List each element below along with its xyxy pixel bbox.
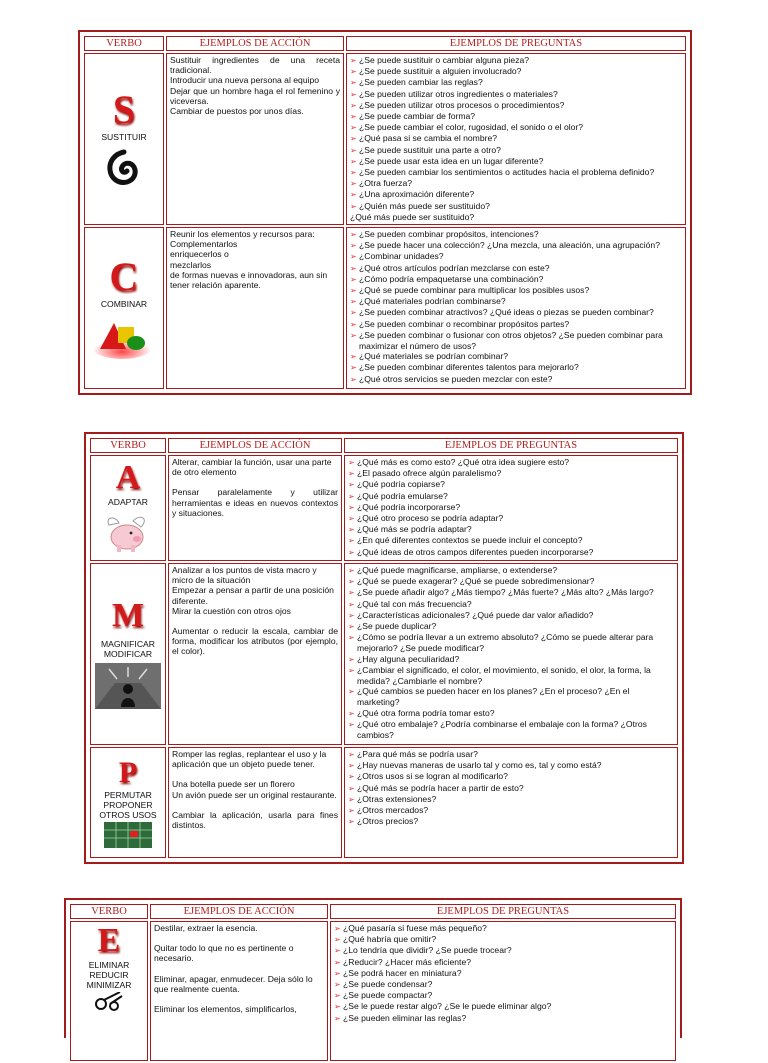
action-item: enriquecerlos o <box>170 249 229 260</box>
verb-name-e-1: ELIMINAR <box>88 960 130 970</box>
header-preguntas: EJEMPLOS DE PREGUNTAS <box>344 438 678 453</box>
question-item: ➢ ¿Qué otros servicios se pueden mezclar con este? <box>350 373 553 384</box>
verb-cell-s <box>84 53 164 225</box>
arrow-bullet-icon: ➢ <box>350 179 357 189</box>
verb-cell-p <box>90 747 166 858</box>
question-item: ➢ ¿Se puede sustituir a alguien involucrado? <box>350 66 522 77</box>
action-item: Empezar a pensar a partir de una posición diferente. <box>172 585 334 606</box>
arrow-bullet-icon: ➢ <box>350 241 357 251</box>
questions-cell-a <box>344 455 678 561</box>
actions-cell-s <box>166 53 344 225</box>
arrow-bullet-icon: ➢ <box>350 123 357 133</box>
question-item: ➢ ¿Qué otra forma podría tomar esto? <box>348 707 495 718</box>
arrow-bullet-icon: ➢ <box>348 687 355 697</box>
question-item: ➢ ¿Cambiar el significado, el color, el movimiento, el sonido, el olor, la forma, la medida? ¿Cambiarle el nombre? <box>348 664 651 687</box>
question-item: ➢ ¿Se puede condensar? <box>334 979 433 990</box>
arrow-bullet-icon: ➢ <box>348 633 355 643</box>
question-item: ➢ ¿Qué pasa si se cambia el nombre? <box>350 133 498 144</box>
arrow-bullet-icon: ➢ <box>348 817 355 827</box>
question-item: ➢ ¿Cómo se podría llevar a un extremo absoluto? ¿Cómo se puede alterar para mejorarlo? ¿Se puede modificar? <box>348 632 654 654</box>
question-item: ➢ ¿Qué podría emularse? <box>348 490 448 501</box>
actions-cell-c <box>166 227 344 389</box>
question-item: ➢ ¿Se puede añadir algo? ¿Más tiempo? ¿Más fuerte? ¿Más alto? ¿Más largo? <box>348 587 654 598</box>
header-verbo: VERBO <box>90 438 166 453</box>
question-item: ➢ ¿Otra fuerza? <box>350 178 413 189</box>
question-item: ➢ ¿Se le puede restar algo? ¿Se le puede eliminar algo? <box>334 1001 552 1012</box>
question-item: ➢ ¿Se pueden combinar diferentes talentos para mejorarlo? <box>350 362 579 373</box>
verb-name-p-3: OTROS USOS <box>99 809 157 820</box>
question-item: ➢ ¿Qué más se podría hacer a partir de esto? <box>348 782 524 793</box>
verb-name-e-2: REDUCIR <box>89 970 129 980</box>
question-item: ➢ ¿Hay nuevas maneras de usarlo tal y como es, tal y como está? <box>348 760 602 771</box>
verb-name-m-1: MAGNIFICAR <box>101 639 155 649</box>
question-item: ➢ ¿Reducir? ¿Hacer más eficiente? <box>334 956 471 967</box>
arrow-bullet-icon: ➢ <box>350 252 357 262</box>
arrow-bullet-icon: ➢ <box>334 991 341 1001</box>
arrow-bullet-icon: ➢ <box>348 458 355 467</box>
question-item: ➢ ¿Quién más puede ser sustituido? <box>350 200 490 211</box>
arrow-bullet-icon: ➢ <box>334 935 341 945</box>
arrow-bullet-icon: ➢ <box>348 566 355 575</box>
question-item: ➢ ¿Qué se puede exagerar? ¿Qué se puede sobredimensionar? <box>348 576 595 587</box>
perspective-figure-icon <box>95 663 161 709</box>
question-item: ➢ ¿Otras extensiones? <box>348 793 437 804</box>
action-item: Analizar a los puntos de vista macro y micro de la situación <box>172 565 317 586</box>
question-item: ➢ ¿Se puede compactar? <box>334 990 433 1001</box>
arrow-bullet-icon: ➢ <box>348 491 355 501</box>
question-item: ➢ ¿Se pueden cambiar los sentimientos o actitudes hacia el problema definido? <box>350 167 655 178</box>
question-item: ➢ ¿En qué diferentes contextos se puede incluir el concepto? <box>348 535 583 546</box>
action-item: Aumentar o reducir la escala, cambiar de forma, modificar los atributos (por ejemplo, el color). <box>172 626 338 657</box>
actions-cell-m <box>168 563 342 745</box>
header-acciones: EJEMPLOS DE ACCIÓN <box>168 438 342 453</box>
letter-m: M <box>111 597 145 634</box>
arrow-bullet-icon: ➢ <box>350 308 357 318</box>
verb-cell-e <box>70 921 148 1061</box>
arrow-bullet-icon: ➢ <box>350 330 357 340</box>
questions-cell-c <box>346 227 686 389</box>
arrow-bullet-icon: ➢ <box>350 56 357 65</box>
question-item: ➢ ¿Se puede sustituir o cambiar alguna pieza? <box>350 55 530 65</box>
arrow-bullet-icon: ➢ <box>350 168 357 178</box>
arrow-bullet-icon: ➢ <box>348 783 355 793</box>
arrow-bullet-icon: ➢ <box>348 480 355 490</box>
question-item: ➢ ¿Lo tendría que dividir? ¿Se puede trocear? <box>334 945 512 956</box>
question-item: ¿Qué más puede ser sustituido? <box>350 211 475 222</box>
question-item: ➢ ¿Se pueden eliminar las reglas? <box>334 1012 467 1023</box>
question-item: ➢ ¿Qué tal con más frecuencia? <box>348 598 472 609</box>
arrow-bullet-icon: ➢ <box>350 78 357 88</box>
arrow-bullet-icon: ➢ <box>348 502 355 512</box>
arrow-bullet-icon: ➢ <box>350 230 357 239</box>
arrow-bullet-icon: ➢ <box>334 1002 341 1012</box>
question-item: ➢ ¿Se pueden combinar o recombinar propósitos partes? <box>350 318 570 329</box>
verb-name-a: ADAPTAR <box>108 497 148 507</box>
actions-cell-e <box>150 921 328 1061</box>
question-item: ➢ ¿Se podrá hacer en miniatura? <box>334 967 462 978</box>
action-item: Romper las reglas, replantear el uso y la aplicación que un objeto puede tener. <box>172 749 327 770</box>
question-item: ➢ ¿Otros usos si se logran al modificarlo? <box>348 771 508 782</box>
arrow-bullet-icon: ➢ <box>350 319 357 329</box>
action-item: mezclarlos <box>170 259 212 270</box>
winged-pig-icon <box>103 511 153 555</box>
action-item: Introducir una nueva persona al equipo <box>170 75 320 86</box>
actions-cell-p <box>168 747 342 858</box>
action-item: Un avión puede ser un original restaurante. <box>172 789 337 800</box>
arrow-bullet-icon: ➢ <box>348 708 355 718</box>
action-item: Complementarlos <box>170 239 238 250</box>
arrow-bullet-icon: ➢ <box>350 190 357 200</box>
questions-cell-s <box>346 53 686 225</box>
question-item: ➢ ¿Se puede cambiar de forma? <box>350 111 476 122</box>
action-item: Alterar, cambiar la función, usar una parte de otro elemento <box>172 457 332 478</box>
arrow-bullet-icon: ➢ <box>350 274 357 284</box>
action-item: Reunir los elementos y recursos para: <box>170 229 315 239</box>
letter-s: S <box>112 87 136 132</box>
arrow-bullet-icon: ➢ <box>348 469 355 479</box>
questions-cell-e <box>330 921 676 1061</box>
scamper-table-1 <box>78 30 692 395</box>
header-acciones: EJEMPLOS DE ACCIÓN <box>150 904 328 919</box>
question-item: ➢ ¿Qué se puede combinar para multiplicar los posibles usos? <box>350 285 590 296</box>
shapes-icon <box>92 313 156 359</box>
question-item: ➢ ¿Qué puede magnificarse, ampliarse, o extenderse? <box>348 565 558 575</box>
question-item: ➢ ¿Qué podría copiarse? <box>348 479 445 490</box>
arrow-bullet-icon: ➢ <box>348 750 355 759</box>
actions-cell-a <box>168 455 342 561</box>
scissors-icon <box>92 992 126 1012</box>
question-item: ➢ ¿Qué podría incorporarse? <box>348 501 461 512</box>
header-preguntas: EJEMPLOS DE PREGUNTAS <box>346 36 686 51</box>
action-item: Cambiar de puestos por unos días. <box>170 106 304 117</box>
verb-name-m-2: MODIFICAR <box>103 649 153 659</box>
arrow-bullet-icon: ➢ <box>348 794 355 804</box>
question-item: ➢ ¿Se puede sustituir una parte a otro? <box>350 144 501 155</box>
question-item: ➢ ¿Se pueden combinar atractivos? ¿Qué ideas o piezas se pueden combinar? <box>350 307 654 318</box>
question-item: ➢ ¿Qué ideas de otros campos diferentes pueden incorporarse? <box>348 546 594 557</box>
arrow-bullet-icon: ➢ <box>348 719 355 729</box>
arrow-bullet-icon: ➢ <box>348 599 355 609</box>
arrow-bullet-icon: ➢ <box>350 145 357 155</box>
arrow-bullet-icon: ➢ <box>348 772 355 782</box>
verb-name-e-3: MINIMIZAR <box>86 980 132 990</box>
arrow-bullet-icon: ➢ <box>350 263 357 273</box>
letter-e: E <box>97 922 121 959</box>
arrow-bullet-icon: ➢ <box>350 374 357 384</box>
questions-cell-p <box>344 747 678 858</box>
arrow-bullet-icon: ➢ <box>350 363 357 373</box>
question-item: ➢ ¿Hay alguna peculiaridad? <box>348 653 460 664</box>
arrow-bullet-icon: ➢ <box>348 536 355 546</box>
action-item: Quitar todo lo que no es pertinente o necesario. <box>154 943 294 964</box>
verb-cell-m <box>90 563 166 745</box>
question-item: ➢ ¿Una aproximación diferente? <box>350 189 475 200</box>
arrow-bullet-icon: ➢ <box>350 352 357 362</box>
verb-cell-c <box>84 227 164 389</box>
arrow-bullet-icon: ➢ <box>348 622 355 632</box>
arrow-bullet-icon: ➢ <box>348 514 355 524</box>
arrow-bullet-icon: ➢ <box>348 761 355 771</box>
arrow-bullet-icon: ➢ <box>334 924 341 933</box>
action-item: Eliminar los elementos, simplificarlos, <box>154 1004 297 1015</box>
arrow-bullet-icon: ➢ <box>334 957 341 967</box>
arrow-bullet-icon: ➢ <box>348 577 355 587</box>
question-item: ➢ ¿Se pueden utilizar otros ingredientes o materiales? <box>350 88 558 99</box>
scamper-table-3 <box>64 898 682 1038</box>
questions-cell-m <box>344 563 678 745</box>
arrow-bullet-icon: ➢ <box>350 201 357 211</box>
question-item: ➢ ¿Características adicionales? ¿Qué puede dar valor añadido? <box>348 609 594 620</box>
verb-name-s: SUSTITUIR <box>101 132 147 142</box>
question-item: ➢ ¿Qué materiales se podrían combinar? <box>350 351 509 362</box>
header-verbo: VERBO <box>70 904 148 919</box>
question-item: ➢ ¿Cómo podría empaquetarse una combinación? <box>350 273 544 284</box>
action-item: Cambiar la aplicación, usarla para fines distintos. <box>172 809 338 831</box>
question-item: ➢ ¿Se puede usar esta idea en un lugar diferente? <box>350 155 544 166</box>
question-item: ➢ ¿Se puede duplicar? <box>348 621 437 632</box>
arrow-bullet-icon: ➢ <box>348 547 355 557</box>
board-icon <box>104 822 152 848</box>
arrow-bullet-icon: ➢ <box>348 806 355 816</box>
verb-cell-a <box>90 455 166 561</box>
action-item: Eliminar, apagar, enmudecer. Deja sólo lo que realmente cuenta. <box>154 973 313 994</box>
question-item: ➢ ¿Se pueden combinar propósitos, intenciones? <box>350 229 539 239</box>
arrow-bullet-icon: ➢ <box>350 67 357 77</box>
action-item: Una botella puede ser un florero <box>172 779 295 790</box>
arrow-bullet-icon: ➢ <box>348 525 355 535</box>
action-item: Destilar, extraer la esencia. <box>154 923 258 933</box>
question-item: ➢ ¿Qué pasaría si fuese más pequeño? <box>334 923 487 933</box>
header-verbo: VERBO <box>84 36 164 51</box>
action-item: Sustituir ingredientes de una receta tradicional. <box>170 55 340 76</box>
arrow-bullet-icon: ➢ <box>334 946 341 956</box>
question-item: ➢ ¿Qué otro proceso se podría adaptar? <box>348 513 504 524</box>
letter-a: A <box>115 459 141 496</box>
question-item: ➢ ¿Qué cambios se pueden hacer en los planes? ¿En el proceso? ¿En el marketing? <box>348 686 630 708</box>
letter-p: P <box>118 755 138 789</box>
verb-name-p-1: PERMUTAR <box>104 789 152 800</box>
arrow-bullet-icon: ➢ <box>334 968 341 978</box>
verb-name-c: COMBINAR <box>100 299 148 309</box>
action-item: Pensar paralelamente y utilizar herramientas e ideas en nuevos contextos y situaciones. <box>172 487 338 518</box>
action-item: Dejar que un hombre haga el rol femenino y viceversa. <box>170 85 340 106</box>
scamper-table-2 <box>84 432 684 864</box>
arrow-bullet-icon: ➢ <box>350 286 357 296</box>
question-item: ➢ ¿Qué habría que omitir? <box>334 934 437 945</box>
header-preguntas: EJEMPLOS DE PREGUNTAS <box>330 904 676 919</box>
arrow-bullet-icon: ➢ <box>348 665 355 675</box>
spiral-icon <box>104 146 144 188</box>
verb-name-p-2: PROPONER <box>103 799 153 810</box>
question-item: ➢ ¿Se pueden cambiar las reglas? <box>350 77 483 88</box>
question-item: ➢ ¿Qué otro embalaje? ¿Podría combinarse el embalaje con la forma? ¿Otros cambios? <box>348 718 647 741</box>
question-item: ➢ ¿Se puede hacer una colección? ¿Una mezcla, una aleación, una agrupación? <box>350 240 660 251</box>
question-item: ➢ ¿Qué materiales podrían combinarse? <box>350 296 506 307</box>
letter-c: C <box>109 254 139 299</box>
header-acciones: EJEMPLOS DE ACCIÓN <box>166 36 344 51</box>
action-item: de formas nuevas e innovadoras, aun sin tener relación aparente. <box>170 269 328 291</box>
arrow-bullet-icon: ➢ <box>350 112 357 122</box>
question-item: ➢ ¿Qué más es como esto? ¿Qué otra idea sugiere esto? <box>348 457 570 467</box>
action-item: Mirar la cuestión con otros ojos <box>172 605 291 616</box>
question-item: ➢ ¿El pasado ofrece algún paralelismo? <box>348 468 502 479</box>
arrow-bullet-icon: ➢ <box>350 89 357 99</box>
question-item: ➢ ¿Otros mercados? <box>348 805 429 816</box>
arrow-bullet-icon: ➢ <box>348 588 355 598</box>
question-item: ➢ ¿Para qué más se podría usar? <box>348 749 478 759</box>
question-item: ➢ ¿Qué más se podría adaptar? <box>348 524 472 535</box>
arrow-bullet-icon: ➢ <box>350 297 357 307</box>
arrow-bullet-icon: ➢ <box>350 100 357 110</box>
question-item: ➢ ¿Qué otros artículos podrían mezclarse con este? <box>350 262 550 273</box>
question-item: ➢ ¿Se puede cambiar el color, rugosidad, el sonido o el olor? <box>350 122 584 133</box>
arrow-bullet-icon: ➢ <box>348 610 355 620</box>
question-item: ➢ ¿Se pueden combinar o fusionar con otros objetos? ¿Se pueden combinar para maximizar el número de usos? <box>350 329 663 352</box>
arrow-bullet-icon: ➢ <box>348 654 355 664</box>
arrow-bullet-icon: ➢ <box>334 1013 341 1023</box>
arrow-bullet-icon: ➢ <box>334 980 341 990</box>
arrow-bullet-icon: ➢ <box>350 156 357 166</box>
question-item: ➢ ¿Se pueden utilizar otros procesos o procedimientos? <box>350 99 565 110</box>
question-item: ➢ ¿Combinar unidades? <box>350 251 444 262</box>
question-item: ➢ ¿Otros precios? <box>348 816 419 827</box>
arrow-bullet-icon: ➢ <box>350 134 357 144</box>
